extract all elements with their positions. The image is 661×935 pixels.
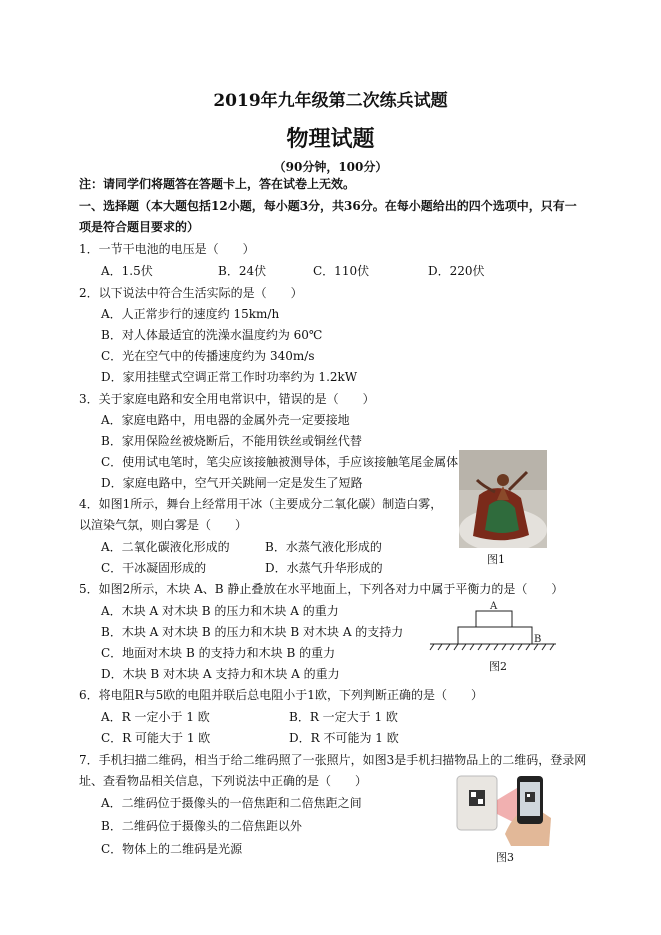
question-3-option-d: D．家庭电路中，空气开关跳闸一定是发生了短路 [101,476,363,490]
question-4-stem-line1: 4．如图1所示，舞台上经常用干冰（主要成分二氧化碳）制造白雾， [79,497,443,511]
question-3-option-c: C．使用试电笔时，笔尖应该接触被测导体，手应该接触笔尾金属体 [101,455,459,469]
question-6-option-a: A．R 一定小于 1 欧 [101,710,210,724]
question-1-option-a: A．1.5伏 [101,264,153,278]
subject-title: 物理试题 [286,126,375,152]
exam-title: 2019年九年级第二次练兵试题 [213,91,448,111]
question-4-stem-line2: 以渲染气氛，则白雾是（ ） [79,518,248,532]
figure-2-blocks-diagram [428,598,558,654]
figure-1-caption: 图1 [487,553,505,566]
question-6-stem: 6．将电阻R与5欧的电阻并联后总电阻小于1欧，下列判断正确的是（ ） [79,688,483,702]
question-2-option-b: B．对人体最适宜的洗澡水温度约为 60℃ [101,328,323,342]
question-3-option-a: A．家庭电路中，用电器的金属外壳一定要接地 [101,413,350,427]
question-1-option-d: D．220伏 [428,264,485,278]
question-6-option-c: C．R 可能大于 1 欧 [101,731,211,745]
question-7-stem-line1: 7．手机扫描二维码，相当于给二维码照了一张照片，如图3是手机扫描物品上的二维码，登录网 [79,753,587,767]
question-5-option-b: B．木块 A 对木块 B 的压力和木块 B 对木块 A 的支持力 [101,625,404,639]
figure-2-label-a: A [490,601,498,612]
figure-2-label-b: B [534,634,542,645]
question-4-option-c: C．干冰凝固形成的 [101,561,207,575]
question-6-option-d: D．R 不可能为 1 欧 [289,731,399,745]
question-5-option-a: A．木块 A 对木块 B 的压力和木块 A 的重力 [101,604,339,618]
question-1-stem: 1．一节干电池的电压是（ ） [79,242,255,256]
question-2-option-c: C．光在空气中的传播速度约为 340m/s [101,349,315,363]
figure-3-phone-scan-photo [455,770,553,846]
question-5-option-c: C．地面对木块 B 的支持力和木块 B 的重力 [101,646,336,660]
question-7-option-c: C．物体上的二维码是光源 [101,842,243,856]
figure-2-caption: 图2 [489,660,507,673]
question-4-option-b: B．水蒸气液化形成的 [265,540,382,554]
score-info: （90分钟，100分） [273,160,388,174]
figure-3-caption: 图3 [496,851,514,864]
notice: 注：请同学们将题答在答题卡上，答在试卷上无效。 [79,177,356,191]
question-6-option-b: B．R 一定大于 1 欧 [289,710,398,724]
question-3-stem: 3．关于家庭电路和安全用电常识中，错误的是（ ） [79,392,375,406]
figure-1-stage-photo [459,450,547,548]
question-5-stem: 5．如图2所示，木块 A、B 静止叠放在水平地面上，下列各对力中属于平衡力的是（ ） [79,582,564,596]
question-1-option-b: B．24伏 [218,264,267,278]
question-2-stem: 2．以下说法中符合生活实际的是（ ） [79,286,303,300]
question-4-option-d: D．水蒸气升华形成的 [265,561,383,575]
question-1-option-c: C．110伏 [313,264,370,278]
question-2-option-a: A．人正常步行的速度约 15km/h [101,307,280,321]
question-3-option-b: B．家用保险丝被烧断后，不能用铁丝或铜丝代替 [101,434,362,448]
question-5-option-d: D．木块 B 对木块 A 支持力和木块 A 的重力 [101,667,340,681]
question-2-option-d: D．家用挂壁式空调正常工作时功率约为 1.2kW [101,370,358,384]
section-heading-line1: 一、选择题（本大题包括12小题，每小题3分，共36分。在每小题给出的四个选项中，只有一 [79,199,577,213]
section-heading-line2: 项是符合题目要求的） [79,220,200,234]
question-7-option-a: A．二维码位于摄像头的一倍焦距和二倍焦距之间 [101,796,362,810]
question-4-option-a: A．二氧化碳液化形成的 [101,540,230,554]
question-7-option-b: B．二维码位于摄像头的二倍焦距以外 [101,819,302,833]
question-7-stem-line2: 址、查看物品相关信息，下列说法中正确的是（ ） [79,774,368,788]
